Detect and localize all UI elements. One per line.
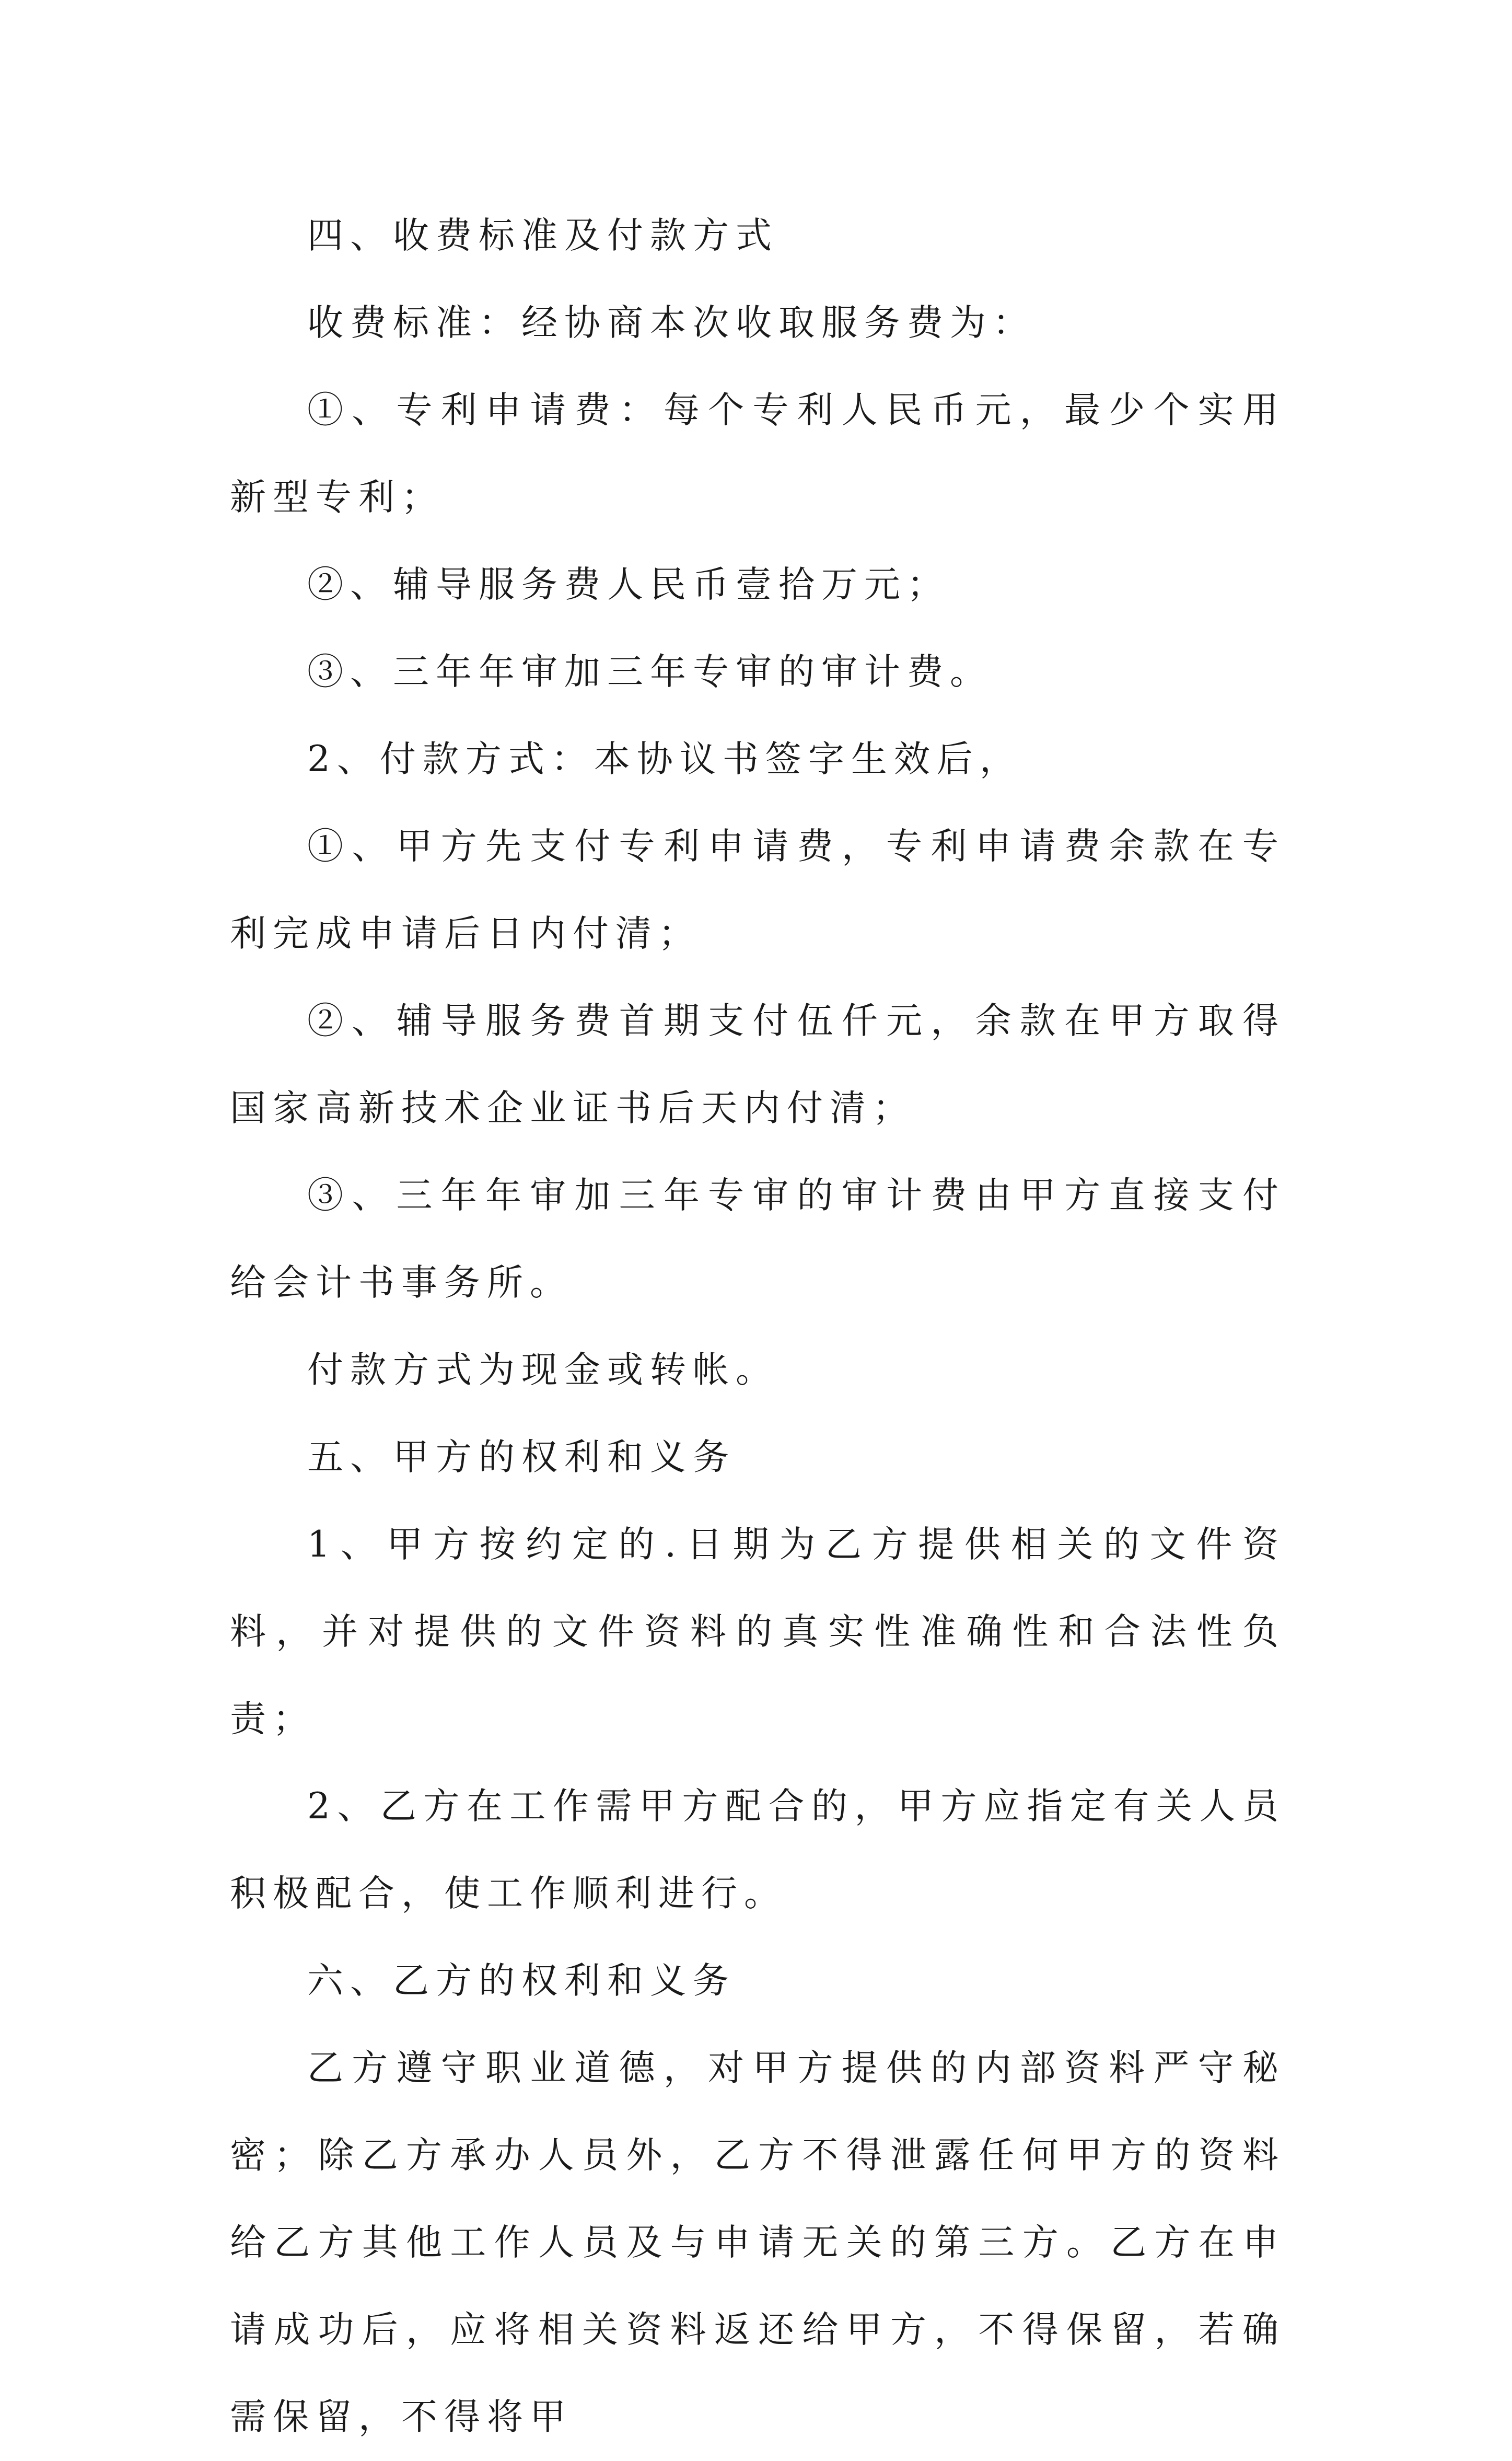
paragraph-payment-type: 付款方式为现金或转帐。 [307,1349,778,1391]
paragraph-party-b-duty: 乙方遵守职业道德，对甲方提供的内部资料严守秘密；除乙方承办人员外，乙方不得泄露任何甲方的资料给乙方其他工作人员及与申请无关的第三方。乙方在申请成功后，应将相关资料返还给甲方，不得保留，若确需保留，不得将甲 [230,2047,1285,2438]
paragraph-payment-audit: ③、三年年审加三年专审的审计费由甲方直接支付给会计书事务所。 [230,1175,1285,1304]
paragraph-audit-fee: ③、三年年审加三年专审的审计费。 [307,651,993,693]
paragraph-party-a-duty-2: 2、乙方在工作需甲方配合的，甲方应指定有关人员积极配合，使工作顺利进行。 [230,1785,1285,1914]
section-heading-fee: 四、收费标准及付款方式 [307,215,778,257]
section-heading-party-b: 六、乙方的权利和义务 [307,1960,736,2002]
paragraph-payment-patent: ①、甲方先支付专利申请费，专利申请费余款在专利完成申请后日内付清； [230,826,1285,955]
paragraph-payment-guidance: ②、辅导服务费首期支付伍仟元，余款在甲方取得国家高新技术企业证书后天内付清； [230,1000,1285,1129]
paragraph-fee-standard: 收费标准：经协商本次收取服务费为： [307,302,1036,344]
paragraph-party-a-duty-1: 1、甲方按约定的.日期为乙方提供相关的文件资料，并对提供的文件资料的真实性准确性和合法性负责； [230,1524,1285,1740]
paragraph-guidance-fee: ②、辅导服务费人民币壹拾万元； [307,564,950,606]
paragraph-payment-method: 2、付款方式：本协议书签字生效后， [307,738,1022,780]
document-body [230,192,1285,2461]
paragraph-patent-fee: ①、专利申请费：每个专利人民币元，最少个实用新型专利； [230,389,1285,518]
section-heading-party-a: 五、甲方的权利和义务 [307,1436,736,1478]
